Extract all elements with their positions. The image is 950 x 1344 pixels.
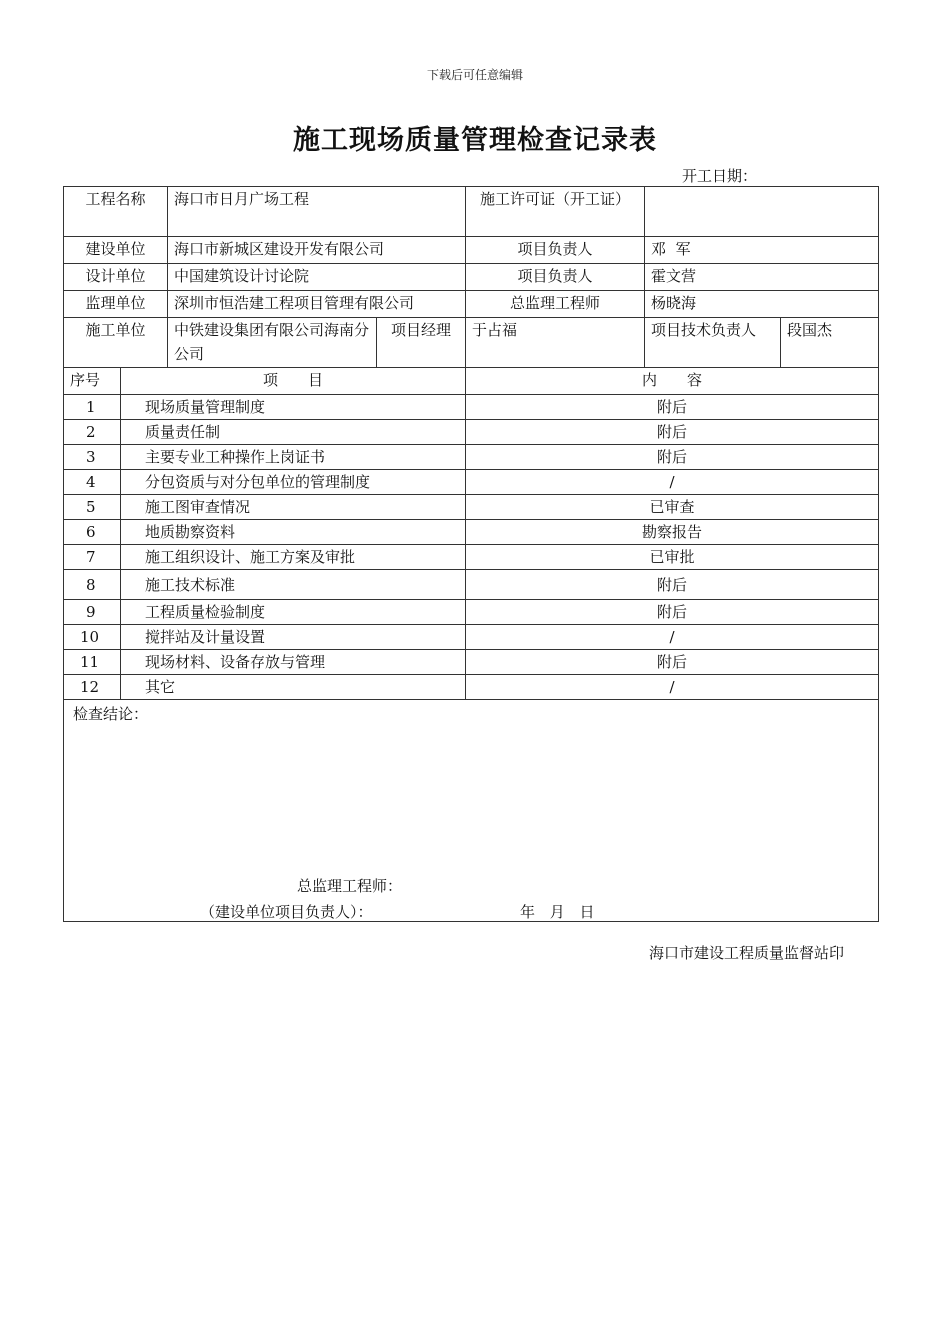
row-content: / xyxy=(466,675,879,700)
row-content: 附后 xyxy=(466,650,879,675)
row-content: 附后 xyxy=(466,420,879,445)
row-item: 主要专业工种操作上岗证书 xyxy=(121,445,466,470)
table-row xyxy=(64,495,879,520)
table-row xyxy=(64,395,879,420)
builder-pm-label: 项目负责人 xyxy=(466,237,645,264)
row-content: 附后 xyxy=(466,600,879,625)
start-date-label: 开工日期： xyxy=(682,167,758,185)
conclusion-label: 检查结论： xyxy=(73,705,149,723)
owner-signature-label: （建设单位项目负责人）： xyxy=(200,903,373,921)
row-item: 现场材料、设备存放与管理 xyxy=(121,650,466,675)
designer-value: 中国建筑设计讨论院 xyxy=(168,264,466,291)
permit-value xyxy=(645,187,879,237)
table-row xyxy=(64,470,879,495)
info-row-contractor xyxy=(64,318,879,368)
row-item: 质量责任制 xyxy=(121,420,466,445)
row-no: 5 xyxy=(64,495,121,520)
tech-lead-value: 段国杰 xyxy=(781,318,879,368)
designer-pm-value: 霍文营 xyxy=(645,264,879,291)
table-row xyxy=(64,625,879,650)
chief-supervisor-label: 总监理工程师 xyxy=(466,291,645,318)
list-header-row xyxy=(64,368,879,395)
row-item: 现场质量管理制度 xyxy=(121,395,466,420)
signature-date: 年 月 日 xyxy=(520,903,595,921)
row-content: / xyxy=(466,625,879,650)
conclusion-cell xyxy=(64,700,879,922)
row-no: 2 xyxy=(64,420,121,445)
row-content: 勘察报告 xyxy=(466,520,879,545)
row-item: 施工技术标准 xyxy=(121,570,466,600)
row-item: 施工组织设计、施工方案及审批 xyxy=(121,545,466,570)
contractor-pm-value: 于占福 xyxy=(466,318,645,368)
project-name-label: 工程名称 xyxy=(64,187,168,237)
row-content: 已审批 xyxy=(466,545,879,570)
table-row xyxy=(64,445,879,470)
row-item: 分包资质与对分包单位的管理制度 xyxy=(121,470,466,495)
tech-lead-label: 项目技术负责人 xyxy=(645,318,781,368)
info-row-supervisor xyxy=(64,291,879,318)
info-row-project xyxy=(64,187,879,237)
row-no: 10 xyxy=(64,625,121,650)
row-content: 附后 xyxy=(466,395,879,420)
table-row xyxy=(64,520,879,545)
chief-signature-label: 总监理工程师： xyxy=(297,877,403,895)
builder-pm-value: 邓 军 xyxy=(645,237,879,264)
check-items xyxy=(64,395,879,700)
chief-supervisor-value: 杨晓海 xyxy=(645,291,879,318)
row-no: 7 xyxy=(64,545,121,570)
row-no: 8 xyxy=(64,570,121,600)
contractor-value: 中铁建设集团有限公司海南分公司 xyxy=(168,318,377,368)
row-no: 4 xyxy=(64,470,121,495)
row-no: 1 xyxy=(64,395,121,420)
table-row xyxy=(64,600,879,625)
table-row xyxy=(64,570,879,600)
supervisor-value: 深圳市恒浩建工程项目管理有限公司 xyxy=(168,291,466,318)
conclusion-row xyxy=(64,700,879,922)
list-header-content: 内 容 xyxy=(466,368,879,395)
row-item: 其它 xyxy=(121,675,466,700)
designer-label: 设计单位 xyxy=(64,264,168,291)
supervisor-label: 监理单位 xyxy=(64,291,168,318)
list-header-item: 项 目 xyxy=(121,368,466,395)
info-row-builder xyxy=(64,237,879,264)
top-note: 下载后可任意编辑 xyxy=(426,68,523,82)
builder-label: 建设单位 xyxy=(64,237,168,264)
row-item: 工程质量检验制度 xyxy=(121,600,466,625)
row-content: 附后 xyxy=(466,445,879,470)
row-no: 11 xyxy=(64,650,121,675)
table-row xyxy=(64,675,879,700)
permit-label: 施工许可证（开工证） xyxy=(466,187,645,237)
list-header-no: 序号 xyxy=(64,368,121,395)
row-no: 6 xyxy=(64,520,121,545)
row-content: / xyxy=(466,470,879,495)
row-no: 12 xyxy=(64,675,121,700)
row-content: 附后 xyxy=(466,570,879,600)
row-item: 施工图审查情况 xyxy=(121,495,466,520)
contractor-pm-label: 项目经理 xyxy=(377,318,466,368)
contractor-label: 施工单位 xyxy=(64,318,168,368)
designer-pm-label: 项目负责人 xyxy=(466,264,645,291)
table-row xyxy=(64,420,879,445)
row-no: 3 xyxy=(64,445,121,470)
supervision-stamp-text: 海口市建设工程质量监督站印 xyxy=(649,944,845,962)
info-row-designer xyxy=(64,264,879,291)
table-row xyxy=(64,650,879,675)
page-title: 施工现场质量管理检查记录表 xyxy=(293,125,657,156)
row-no: 9 xyxy=(64,600,121,625)
project-name-value: 海口市日月广场工程 xyxy=(168,187,466,237)
row-item: 搅拌站及计量设置 xyxy=(121,625,466,650)
builder-value: 海口市新城区建设开发有限公司 xyxy=(168,237,466,264)
row-content: 已审查 xyxy=(466,495,879,520)
table-row xyxy=(64,545,879,570)
row-item: 地质勘察资料 xyxy=(121,520,466,545)
inspection-table xyxy=(63,186,879,922)
